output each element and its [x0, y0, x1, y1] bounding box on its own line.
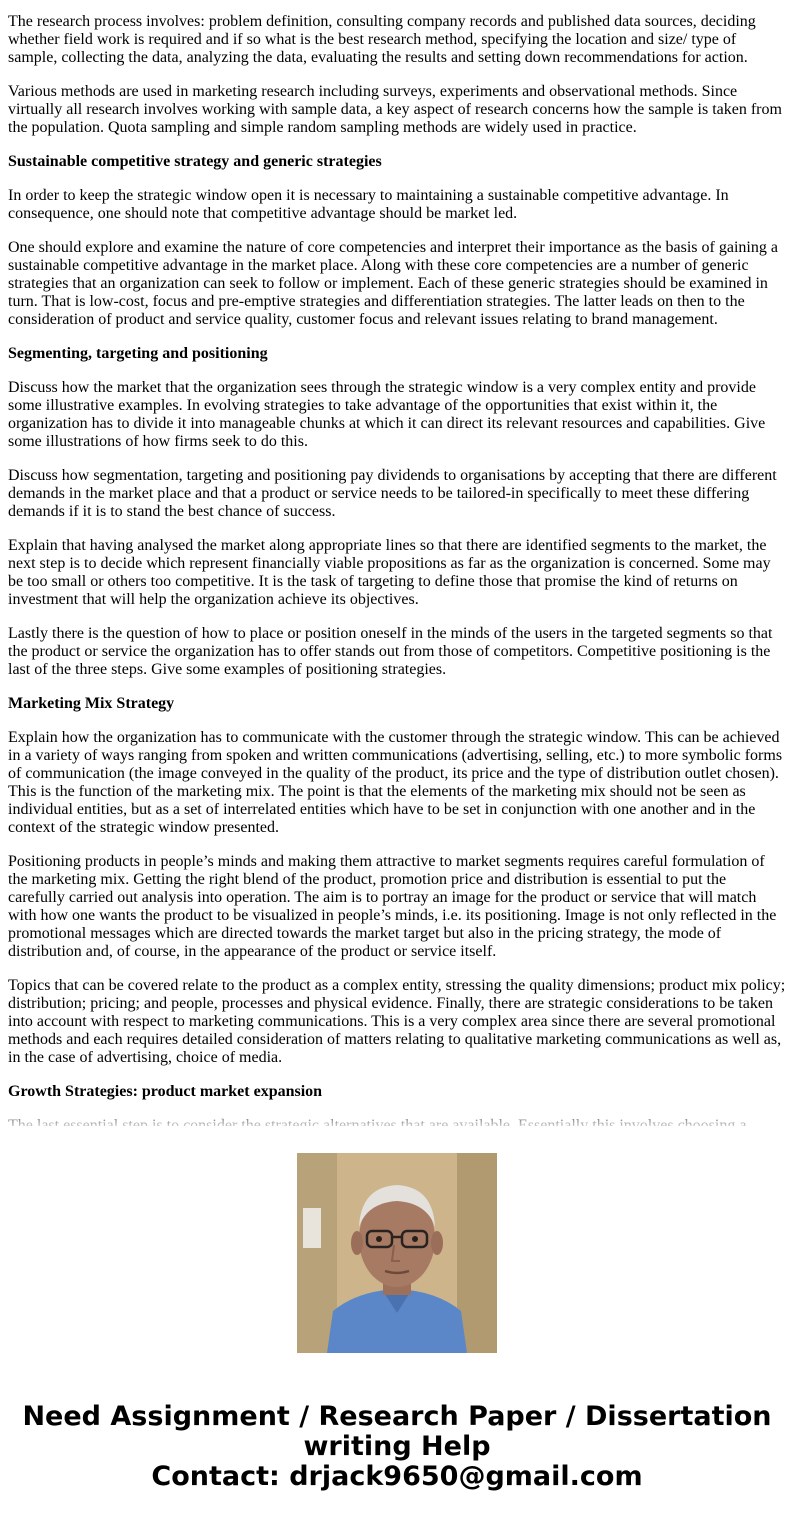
promo-line: writing Help: [303, 1431, 491, 1462]
paragraph: Topics that can be covered relate to the product as a complex entity, stressing the quality dimensions; product mix policy; distribution; pricing; and people, processes and physical evidence. Finally, there are strategic considerations to be taken into account with respect to marketing communications. This is a very complex area since there are several promotional methods and each requires detailed consideration of matters relating to qualitative marketing communications as well as, in the case of advertising, choice of media.: [8, 977, 786, 1066]
section-heading: Marketing Mix Strategy: [8, 695, 175, 712]
contact-email: Contact: drjack9650@gmail.com: [151, 1461, 643, 1492]
section-heading: Sustainable competitive strategy and generic strategies: [8, 153, 382, 170]
article-body: [8, 0, 786, 1126]
paragraph: Positioning products in people’s minds and making them attractive to market segments requires careful formulation of the marketing mix. Getting the right blend of the product, promotion price and distribution is essential to put the carefully carried out analysis into operation. The aim is to portray an image for the product or service that will match with how one wants the product to be visualized in people’s minds, i.e. its positioning. Image is not only reflected in the promotional messages which are directed towards the market target but also in the pricing strategy, the mode of distribution and, of course, in the appearance of the product or service itself.: [8, 853, 777, 960]
promo-line: Need Assignment / Research Paper / Dissertation: [22, 1401, 772, 1432]
paragraph: The research process involves: problem definition, consulting company records and published data sources, deciding whether field work is required and if so what is the best research method, specifying the location and size/ type of sample, collecting the data, analyzing the data, evaluating the results and setting down recommendations for action.: [8, 13, 756, 66]
paragraph: Discuss how the market that the organization sees through the strategic window is a very complex entity and provide some illustrative examples. In evolving strategies to take advantage of the opportunities that exist within it, the organization has to divide it into manageable chunks at which it can direct its relevant resources and capabilities. Give some illustrations of how firms seek to do this.: [8, 379, 766, 450]
paragraph: In order to keep the strategic window open it is necessary to maintaining a sustainable competitive advantage. In consequence, one should note that competitive advantage should be market led.: [8, 187, 729, 222]
paragraph: One should explore and examine the nature of core competencies and interpret their importance as the basis of gaining a sustainable competitive advantage in the market place. Along with these core competencies are a number of generic strategies that an organization can seek to follow or implement. Each of these generic strategies should be examined in turn. That is low-cost, focus and pre-emptive strategies and differentiation strategies. The latter leads on then to the consideration of product and service quality, customer focus and relevant issues relating to brand management.: [8, 239, 778, 328]
promo-banner: [0, 1126, 794, 1523]
section-heading: Growth Strategies: product market expansion: [8, 1083, 323, 1100]
paragraph: Lastly there is the question of how to place or position oneself in the minds of the users in the targeted segments so that the product or service the organization has to offer stands out from those of competitors. Competitive positioning is the last of the three steps. Give some examples of positioning strategies.: [8, 625, 773, 678]
paragraph: Discuss how segmentation, targeting and positioning pay dividends to organisations by accepting that there are different demands in the market place and that a product or service needs to be tailored-in specifically to meet these differing demands if it is to stand the best chance of success.: [8, 467, 777, 520]
avatar-portrait-icon: [297, 1153, 497, 1353]
avatar: [297, 1153, 497, 1353]
section-heading: Segmenting, targeting and positioning: [8, 345, 268, 362]
paragraph: Explain that having analysed the market along appropriate lines so that there are identified segments to the market, the next step is to decide which represent financially viable propositions as far as the organization is concerned. Some may be too small or others too competitive. It is the task of targeting to define those that promise the kind of returns on investment that will help the organization achieve its objectives.: [8, 537, 771, 608]
promo-text: [0, 1402, 794, 1492]
paragraph: Various methods are used in marketing research including surveys, experiments and observational methods. Since virtually all research involves working with sample data, a key aspect of research concerns how the sample is taken from the population. Quota sampling and simple random sampling methods are widely used in practice.: [8, 83, 782, 136]
paragraph: Explain how the organization has to communicate with the customer through the strategic window. This can be achieved in a variety of ways ranging from spoken and written communications (advertising, selling, etc.) to more symbolic forms of communication (the image conveyed in the quality of the product, its price and the type of distribution outlet chosen). This is the function of the marketing mix. The point is that the elements of the marketing mix should not be seen as individual entities, but as a set of interrelated entities which have to be set in conjunction with one another and in the context of the strategic window presented.: [8, 729, 783, 836]
